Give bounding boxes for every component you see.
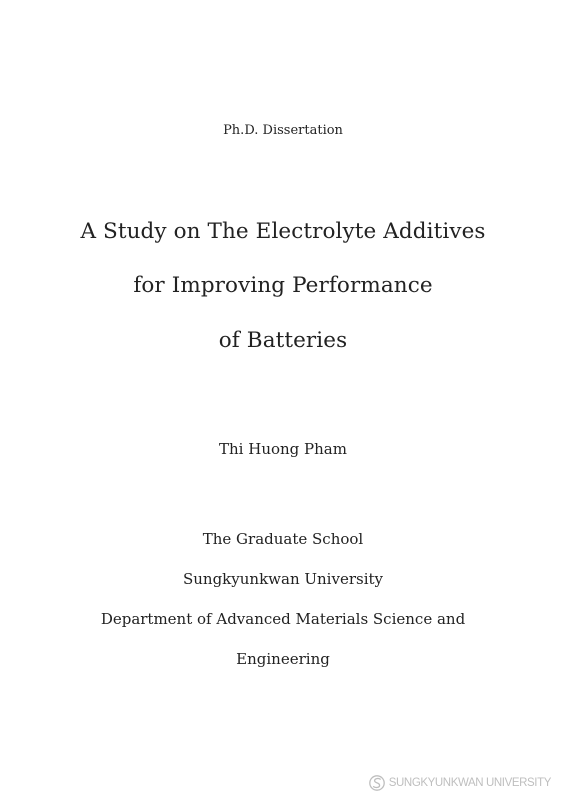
title-line-2: for Improving Performance bbox=[133, 273, 433, 298]
watermark-text: SUNGKYUNKWAN UNIVERSITY bbox=[388, 777, 551, 789]
affiliation-line-2: Sungkyunkwan University bbox=[182, 570, 383, 588]
title-line-1: A Study on The Electrolyte Additives bbox=[80, 219, 486, 244]
affiliation-line-4: Engineering bbox=[236, 650, 330, 668]
affiliation-line-1: The Graduate School bbox=[202, 530, 364, 548]
affiliation-line-3: Department of Advanced Materials Science and bbox=[100, 610, 466, 628]
skku-logo-icon bbox=[368, 774, 386, 792]
title-line-3: of Batteries bbox=[218, 328, 348, 353]
author-name: Thi Huong Pham bbox=[219, 440, 347, 458]
document-type: Ph.D. Dissertation bbox=[223, 123, 343, 138]
university-watermark bbox=[368, 773, 551, 793]
